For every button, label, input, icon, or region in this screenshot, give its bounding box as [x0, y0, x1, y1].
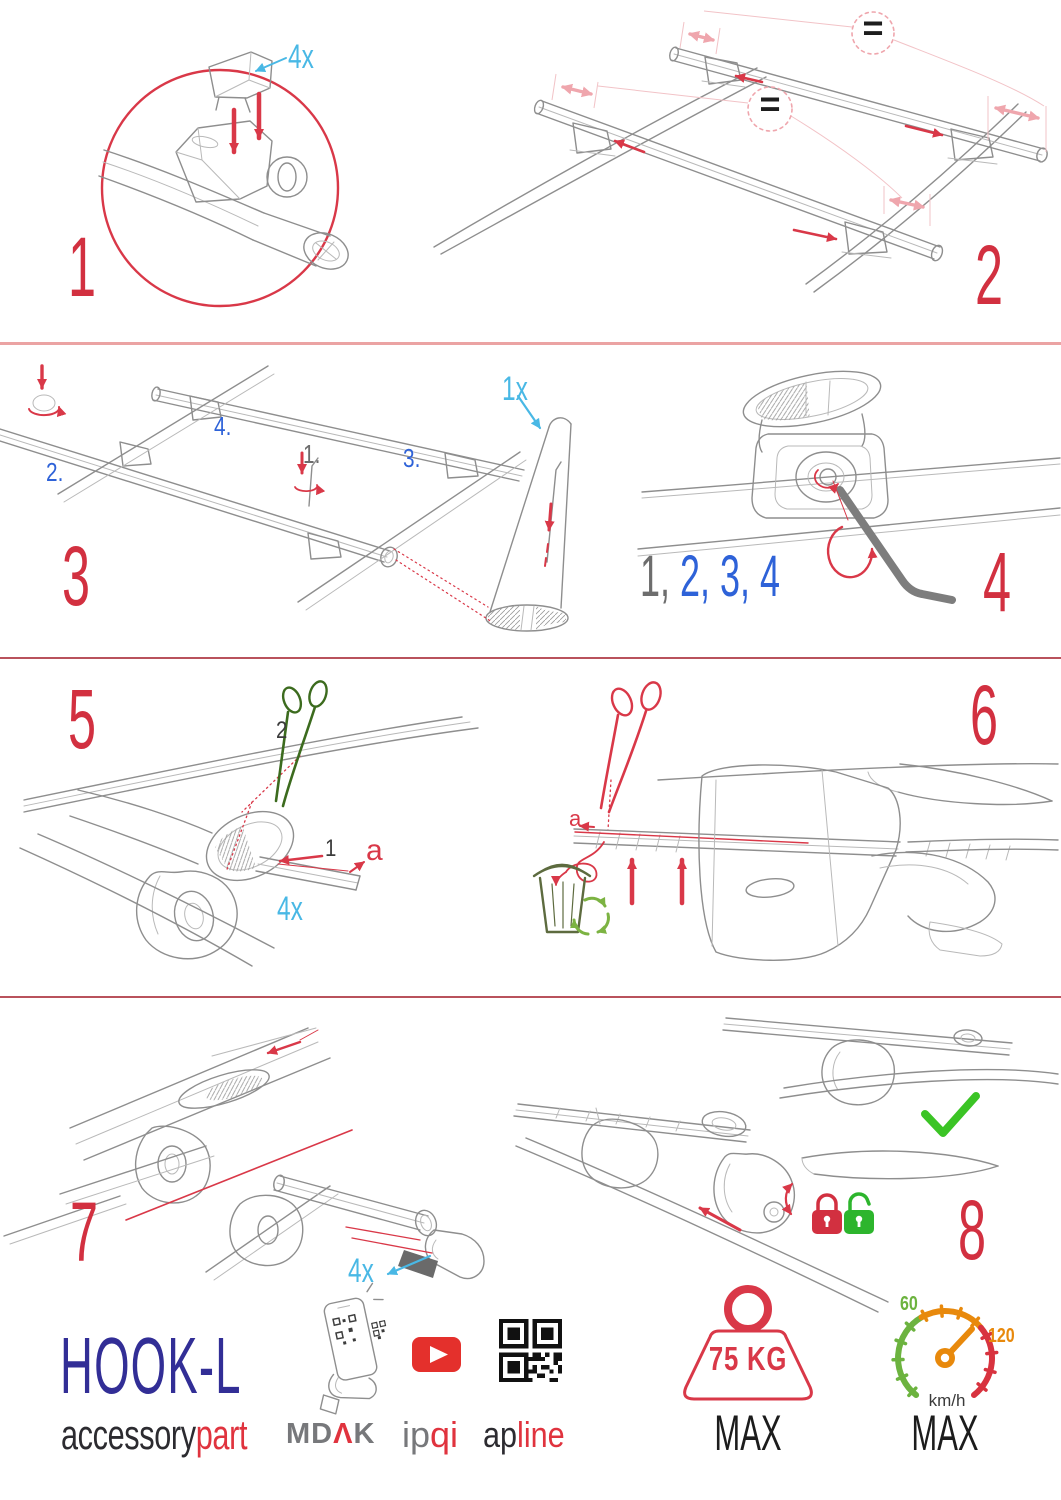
- step5-cut-label: 2: [276, 717, 288, 744]
- speed-low-label: 60: [900, 1293, 918, 1315]
- step4-number: 4: [983, 535, 1012, 629]
- logo-ipqi-prefix: ip: [402, 1414, 431, 1455]
- youtube-icon: [412, 1337, 461, 1372]
- speedometer-icon: [893, 1306, 997, 1395]
- section-divider: [0, 657, 1061, 659]
- step3-substep-2: 2.: [46, 457, 64, 487]
- step3-substep-1: 1.: [303, 439, 321, 469]
- logo-ipqi-accent: qi: [430, 1414, 459, 1455]
- sequence-remaining: 2, 3, 4: [679, 544, 780, 609]
- brand-logo: [61, 1411, 248, 1458]
- equal-spacing-symbol: =: [759, 83, 781, 124]
- logo-ipqi: [402, 1414, 459, 1455]
- weight-limit-value: 75 KG: [708, 1340, 788, 1377]
- section-divider: [0, 996, 1061, 998]
- step1-number: 1: [68, 220, 97, 314]
- step7-quantity-label: 4x: [348, 1252, 374, 1290]
- logo-apline-accent: line: [517, 1414, 565, 1455]
- speed-high-label: 120: [988, 1325, 1015, 1347]
- step4-sequence: [640, 544, 780, 609]
- unlocked-padlock-icon: [844, 1194, 874, 1234]
- logo-mdak-suffix: K: [353, 1418, 376, 1450]
- logo-mdak-accent: Λ: [333, 1418, 354, 1450]
- step2-diagram: [434, 7, 1049, 292]
- step3-substep-3: 3.: [403, 443, 421, 473]
- logo-apline-prefix: ap: [483, 1414, 518, 1455]
- step5-quantity-label: 4x: [277, 890, 303, 928]
- phone-qr-icon: [297, 1282, 404, 1417]
- locked-padlock-icon: [812, 1195, 842, 1234]
- step2-number: 2: [975, 228, 1004, 322]
- logo-mdak-prefix: MD: [286, 1418, 334, 1450]
- step6-edge-label: a: [569, 806, 582, 831]
- step3-number: 3: [62, 529, 91, 623]
- logo-apline: [483, 1414, 565, 1455]
- logo-mdak: [286, 1420, 375, 1449]
- step5-strip-label: 1: [325, 835, 337, 862]
- brand-primary: accessory: [61, 1411, 196, 1458]
- step1-quantity-label: 4x: [288, 38, 314, 76]
- section-divider: [0, 342, 1061, 345]
- step7-number: 7: [70, 1185, 99, 1279]
- sequence-separator: ,: [660, 544, 680, 609]
- speed-unit-label: km/h: [928, 1391, 966, 1410]
- step3-quantity-label: 1x: [502, 370, 528, 408]
- scissors-icon: [601, 680, 664, 812]
- equal-spacing-symbol: =: [862, 7, 884, 48]
- step5-edge-label: a: [366, 834, 383, 867]
- step6-number: 6: [970, 668, 999, 762]
- product-name: HOOK-L: [60, 1321, 242, 1410]
- speed-max-label: MAX: [911, 1405, 979, 1461]
- step5-number: 5: [68, 672, 97, 766]
- brand-accent: part: [195, 1411, 248, 1458]
- step3-substep-4: 4.: [214, 411, 232, 441]
- qr-code: [499, 1319, 562, 1382]
- step8-number: 8: [958, 1183, 987, 1277]
- sequence-done: 1: [640, 544, 661, 609]
- weight-max-label: MAX: [714, 1405, 782, 1461]
- check-icon: [925, 1096, 976, 1133]
- step1-diagram: [99, 52, 354, 306]
